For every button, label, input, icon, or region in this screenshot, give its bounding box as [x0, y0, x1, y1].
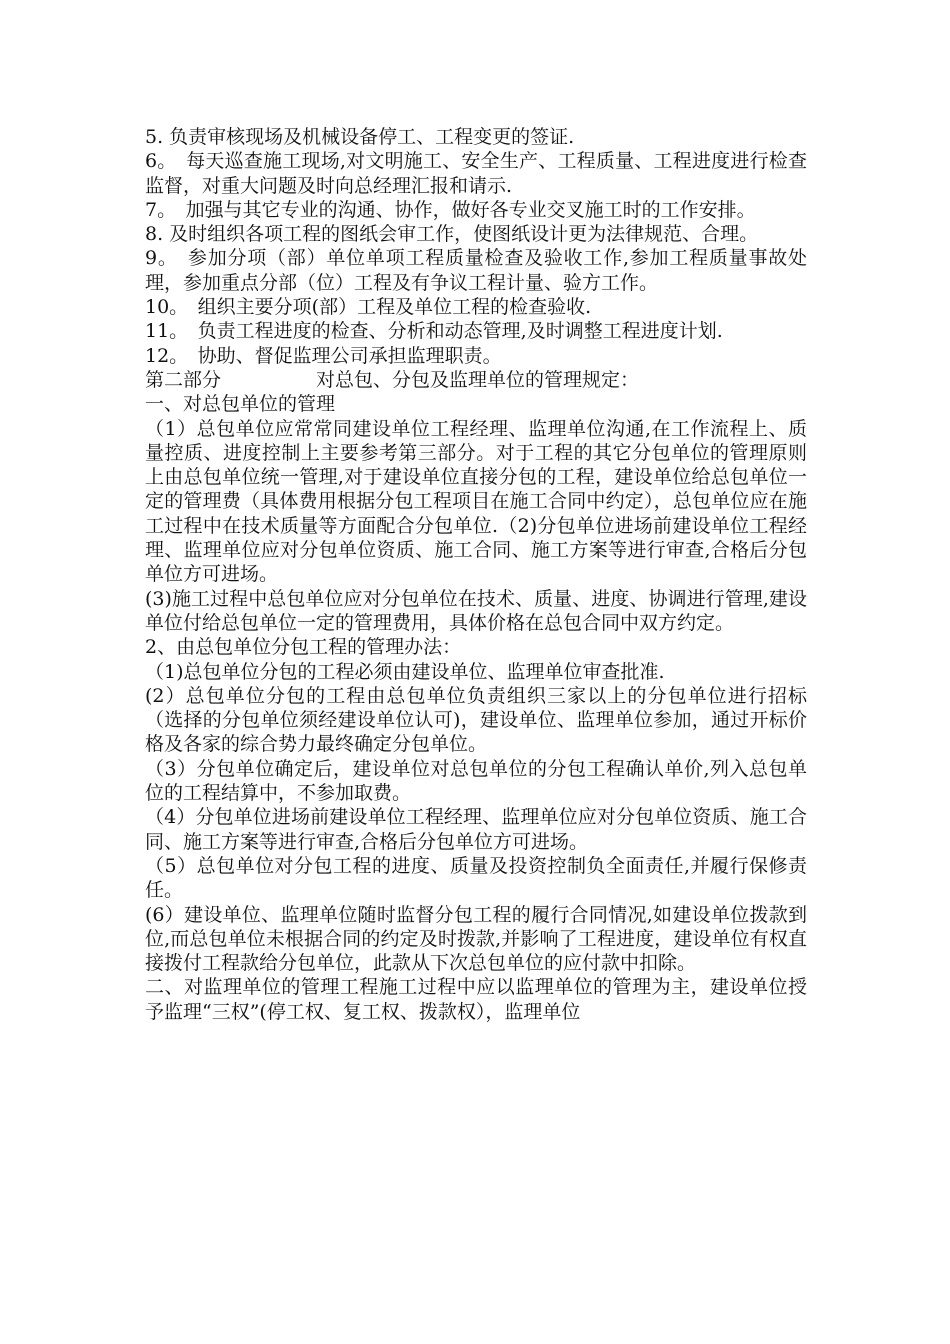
paragraph-item-12: 12。 协助、督促监理公司承担监理职责。: [145, 344, 502, 367]
paragraph-item-8: 8. 及时组织各项工程的图纸会审工作，使图纸设计更为法律规范、合理。: [145, 223, 759, 246]
paragraph-gc-3: (3)施工过程中总包单位应对分包单位在技术、质量、进度、协调进行管理,建设单位付给总包单位一定的管理费用，具体价格在总包合同中双方约定。: [145, 587, 807, 634]
paragraph-item-6: 6。 每天巡查施工现场,对文明施工、安全生产、工程质量、工程进度进行检查监督，对重大问题及时向总经理汇报和请示.: [145, 150, 807, 197]
paragraph-supervision: 二、对监理单位的管理工程施工过程中应以监理单位的管理为主，建设单位授予监理“三权”(停工权、复工权、拨款权），监理单位: [145, 976, 807, 1023]
paragraph-gc-1: （1）总包单位应常常同建设单位工程经理、监理单位沟通,在工作流程上、质量控质、进度控制上主要参考第三部分。对于工程的其它分包单位的管理原则上由总包单位统一管理,对于建设单位直接分包的工程，建设单位给总包单位一定的管理费（具体费用根据分包工程项目在施工合同中约定），总包单位应在施工过程中在技术质量等方面配合分包单位.（2)分包单位进场前建设单位工程经理、监理单位应对分包单位资质、施工合同、施工方案等进行审查,合格后分包单位方可进场。: [145, 417, 807, 586]
paragraph-sub-4: （4）分包单位进场前建设单位工程经理、监理单位应对分包单位资质、施工合同、施工方案等进行审查,合格后分包单位方可进场。: [145, 806, 807, 853]
paragraph-sub-5: （5）总包单位对分包工程的进度、质量及投资控制负全面责任,并履行保修责任。: [145, 854, 807, 902]
paragraph-sub-6: (6）建设单位、监理单位随时监督分包工程的履行合同情况,如建设单位拨款到位,而总包单位未根据合同的约定及时拨款,并影响了工程进度，建设单位有权直接拨付工程款给分包单位，此款从下次总包单位的应付款中扣除。: [145, 903, 807, 975]
paragraph-sub-1: （1)总包单位分包的工程必须由建设单位、监理单位审查批准.: [145, 660, 665, 683]
paragraph-item-5: 5. 负责审核现场及机械设备停工、工程变更的签证.: [145, 126, 575, 148]
paragraph-item-11: 11。 负责工程进度的检查、分析和动态管理,及时调整工程进度计划.: [145, 320, 723, 343]
section-heading-general-contractor: 一、对总包单位的管理: [145, 393, 336, 416]
paragraph-item-10: 10。 组织主要分项(部）工程及单位工程的检查验收.: [145, 296, 592, 319]
paragraph-sub-2: (2）总包单位分包的工程由总包单位负责组织三家以上的分包单位进行招标（选择的分包单位须经建设单位认可)，建设单位、监理单位参加，通过开标价格及各家的综合势力最终确定分包单位。: [145, 684, 807, 756]
paragraph-item-9: 9。 参加分项（部）单位单项工程质量检查及验收工作,参加工程质量事故处理，参加重点分部（位）工程及有争议工程计量、验方工作。: [145, 247, 807, 294]
section-heading-subcontract: 2、由总包单位分包工程的管理办法：: [145, 636, 462, 659]
paragraph-item-7: 7。 加强与其它专业的沟通、协作，做好各专业交叉施工时的工作安排。: [145, 198, 756, 221]
section-heading-part-two: 第二部分 对总包、分包及监理单位的管理规定：: [145, 368, 640, 391]
paragraph-sub-3: （3）分包单位确定后，建设单位对总包单位的分包工程确认单价,列入总包单位的工程结算中，不参加取费。: [145, 757, 807, 805]
document-body: [145, 125, 807, 1024]
